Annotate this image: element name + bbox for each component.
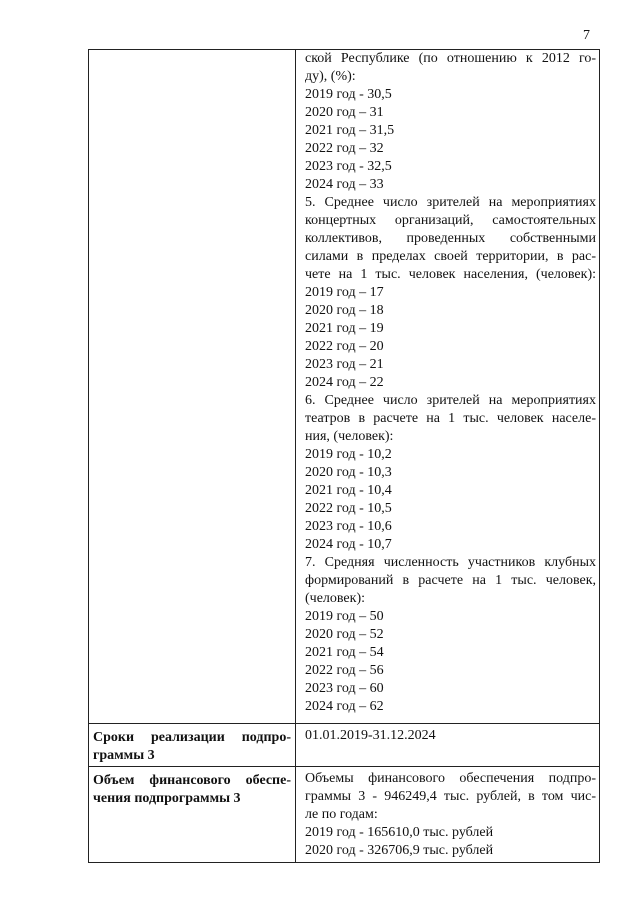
text-line: 2024 год - 10,7 — [305, 537, 392, 552]
page-number: 7 — [583, 28, 590, 43]
text-line: чете на 1 тыс. человек населения, (человек): — [305, 267, 596, 282]
text-line: 2023 год – 21 — [305, 357, 384, 372]
text-line: 2024 год – 62 — [305, 699, 384, 714]
text-line: 01.01.2019-31.12.2024 — [305, 728, 436, 743]
text-line: 2024 год – 22 — [305, 375, 384, 390]
text-line: 2022 год – 32 — [305, 141, 384, 156]
text-line: 2020 год – 52 — [305, 627, 384, 642]
text-line: ду), (%): — [305, 69, 356, 84]
text-line: 2023 год - 32,5 — [305, 159, 392, 174]
text-line: 2019 год – 50 — [305, 609, 384, 624]
label-line: Объем финансового обеспе- — [93, 773, 291, 788]
table-row-financing — [89, 767, 600, 863]
financing-value-cell — [296, 767, 600, 863]
table-row-indicators — [89, 50, 600, 724]
text-line: 2020 год - 326706,9 тыс. рублей — [305, 843, 494, 858]
text-line: 2021 год – 31,5 — [305, 123, 395, 138]
text-line: 2022 год – 20 — [305, 339, 384, 354]
text-line: 2020 год - 10,3 — [305, 465, 392, 480]
text-line: 2023 год – 60 — [305, 681, 384, 696]
text-line: 2020 год – 18 — [305, 303, 384, 318]
text-line: концертных организаций, самостоятельных — [305, 213, 596, 228]
text-line: 2022 год - 10,5 — [305, 501, 392, 516]
text-line: 2022 год – 56 — [305, 663, 384, 678]
text-line: 2023 год - 10,6 — [305, 519, 392, 534]
text-line: ния, (человек): — [305, 429, 394, 444]
text-line: 7. Средняя численность участников клубных — [305, 555, 596, 570]
text-line: формирований в расчете на 1 тыс. человек, — [305, 573, 596, 588]
text-line: 2021 год – 19 — [305, 321, 384, 336]
text-line: 2020 год – 31 — [305, 105, 384, 120]
text-line: 2021 год – 54 — [305, 645, 384, 660]
text-line: ской Республике (по отношению к 2012 го- — [305, 51, 596, 66]
text-line: (человек): — [305, 591, 365, 606]
text-line: театров в расчете на 1 тыс. человек населе- — [305, 411, 596, 426]
text-line: граммы 3 - 946249,4 тыс. рублей, в том чис- — [305, 789, 596, 804]
text-line: 2019 год - 10,2 — [305, 447, 392, 462]
financing-label-cell — [89, 767, 296, 863]
subprogram-passport-table — [88, 49, 600, 863]
label-line: Сроки реализации подпро- — [93, 730, 291, 745]
text-line: Объемы финансового обеспечения подпро- — [305, 771, 596, 786]
text-line: 2024 год – 33 — [305, 177, 384, 192]
text-line: ле по годам: — [305, 807, 378, 822]
text-line: 5. Среднее число зрителей на мероприятиях — [305, 195, 596, 210]
text-line: 2021 год - 10,4 — [305, 483, 392, 498]
label-line: чения подпрограммы 3 — [93, 791, 241, 806]
period-value-cell — [296, 724, 600, 767]
text-line: 2019 год - 30,5 — [305, 87, 392, 102]
text-line: силами в пределах своей территории, в рас- — [305, 249, 596, 264]
table-row-period — [89, 724, 600, 767]
indicators-cell — [296, 50, 600, 724]
text-line: коллективов, проведенных собственными — [305, 231, 596, 246]
label-line: граммы 3 — [93, 748, 155, 763]
text-line: 2019 год - 165610,0 тыс. рублей — [305, 825, 494, 840]
period-label-cell — [89, 724, 296, 767]
empty-label-cell — [89, 50, 296, 724]
text-line: 2019 год – 17 — [305, 285, 384, 300]
text-line: 6. Среднее число зрителей на мероприятиях — [305, 393, 596, 408]
